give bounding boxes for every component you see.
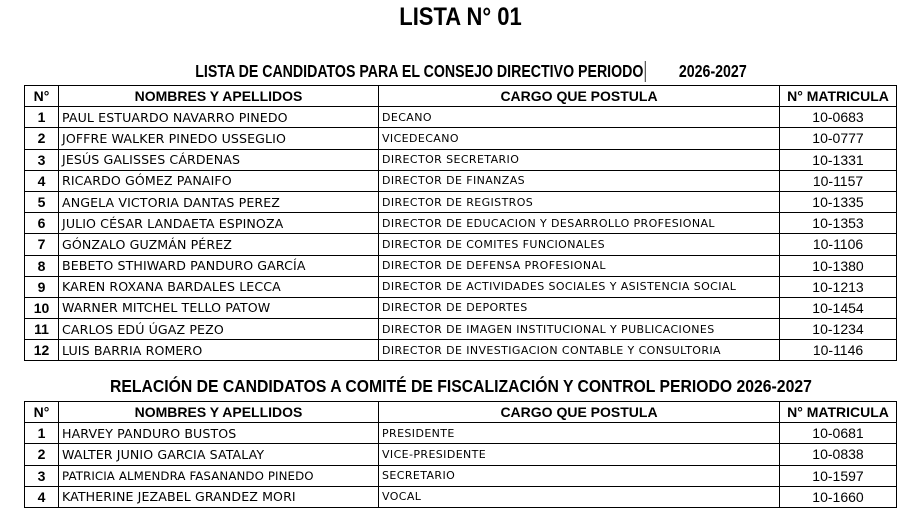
- table-row: [25, 149, 897, 170]
- header-matricula: N° MATRICULA: [780, 86, 897, 107]
- row-num: 9: [25, 276, 59, 297]
- table-row: [25, 465, 897, 486]
- candidate-role: SECRETARIO: [379, 465, 780, 486]
- candidate-name: BEBETO STHIWARD PANDURO GARCÍA: [59, 255, 379, 276]
- candidate-matricula: 10-0681: [780, 423, 897, 444]
- candidate-name: HARVEY PANDURO BUSTOS: [59, 423, 379, 444]
- candidate-matricula: 10-1353: [780, 213, 897, 234]
- oversight-committee-table: [24, 401, 897, 508]
- table-header-row: [25, 86, 897, 107]
- candidate-matricula: 10-1597: [780, 465, 897, 486]
- table-row: [25, 107, 897, 128]
- candidate-name: JULIO CÉSAR LANDAETA ESPINOZA: [59, 213, 379, 234]
- candidate-role: DIRECTOR SECRETARIO: [379, 149, 780, 170]
- header-name: NOMBRES Y APELLIDOS: [59, 402, 379, 423]
- table-row: [25, 423, 897, 444]
- table-row: [25, 486, 897, 507]
- table-row: [25, 234, 897, 255]
- candidate-role: DIRECTOR DE ACTIVIDADES SOCIALES Y ASISTENCIA SOCIAL: [379, 276, 780, 297]
- section1-heading: [0, 61, 921, 82]
- candidate-matricula: 10-1331: [780, 149, 897, 170]
- row-num: 5: [25, 191, 59, 212]
- candidate-name: RICARDO GÓMEZ PANAIFO: [59, 170, 379, 191]
- row-num: 2: [25, 444, 59, 465]
- candidate-name: ANGELA VICTORIA DANTAS PEREZ: [59, 191, 379, 212]
- table-row: [25, 297, 897, 318]
- table-row: [25, 319, 897, 340]
- section1-heading-period: 2026-2027: [679, 61, 747, 81]
- candidate-role: VICEDECANO: [379, 128, 780, 149]
- header-num: N°: [25, 86, 59, 107]
- header-num: N°: [25, 402, 59, 423]
- candidate-matricula: 10-1454: [780, 297, 897, 318]
- row-num: 4: [25, 486, 59, 507]
- candidate-role: DECANO: [379, 107, 780, 128]
- row-num: 6: [25, 213, 59, 234]
- candidate-matricula: 10-1213: [780, 276, 897, 297]
- candidate-name: JOFFRE WALKER PINEDO USSEGLIO: [59, 128, 379, 149]
- table-header-row: [25, 402, 897, 423]
- candidate-role: DIRECTOR DE COMITES FUNCIONALES: [379, 234, 780, 255]
- candidate-name: LUIS BARRIA ROMERO: [59, 340, 379, 361]
- candidate-role: DIRECTOR DE DEPORTES: [379, 297, 780, 318]
- candidate-name: WARNER MITCHEL TELLO PATOW: [59, 297, 379, 318]
- candidate-matricula: 10-1234: [780, 319, 897, 340]
- header-role: CARGO QUE POSTULA: [379, 402, 780, 423]
- candidate-name: CARLOS EDÚ ÚGAZ PEZO: [59, 319, 379, 340]
- table-row: [25, 444, 897, 465]
- candidate-role: DIRECTOR DE DEFENSA PROFESIONAL: [379, 255, 780, 276]
- candidate-name: KAREN ROXANA BARDALES LECCA: [59, 276, 379, 297]
- row-num: 7: [25, 234, 59, 255]
- row-num: 2: [25, 128, 59, 149]
- section2-heading: [0, 376, 921, 397]
- candidate-matricula: 10-0838: [780, 444, 897, 465]
- candidate-role: VICE-PRESIDENTE: [379, 444, 780, 465]
- candidate-matricula: 10-1157: [780, 170, 897, 191]
- candidate-name: WALTER JUNIO GARCIA SATALAY: [59, 444, 379, 465]
- table-row: [25, 191, 897, 212]
- row-num: 10: [25, 297, 59, 318]
- candidate-matricula: 10-1660: [780, 486, 897, 507]
- candidate-role: VOCAL: [379, 486, 780, 507]
- candidate-role: PRESIDENTE: [379, 423, 780, 444]
- row-num: 1: [25, 423, 59, 444]
- candidate-name: KATHERINE JEZABEL GRANDEZ MORI: [59, 486, 379, 507]
- candidate-name: GÓNZALO GUZMÁN PÉREZ: [59, 234, 379, 255]
- candidate-role: DIRECTOR DE IMAGEN INSTITUCIONAL Y PUBLICACIONES: [379, 319, 780, 340]
- candidate-role: DIRECTOR DE EDUCACION Y DESARROLLO PROFESIONAL: [379, 213, 780, 234]
- row-num: 4: [25, 170, 59, 191]
- section2-heading-text: RELACIÓN DE CANDIDATOS A COMITÉ DE FISCALIZACIÓN Y CONTROL PERIODO 2026-2027: [109, 376, 812, 396]
- table-row: [25, 276, 897, 297]
- row-num: 11: [25, 319, 59, 340]
- candidate-role: DIRECTOR DE FINANZAS: [379, 170, 780, 191]
- candidate-name: PAUL ESTUARDO NAVARRO PINEDO: [59, 107, 379, 128]
- candidate-matricula: 10-1380: [780, 255, 897, 276]
- candidate-role: DIRECTOR DE REGISTROS: [379, 191, 780, 212]
- candidate-matricula: 10-0777: [780, 128, 897, 149]
- row-num: 3: [25, 149, 59, 170]
- table-row: [25, 255, 897, 276]
- table-row: [25, 128, 897, 149]
- header-name: NOMBRES Y APELLIDOS: [59, 86, 379, 107]
- section1-heading-text: LISTA DE CANDIDATOS PARA EL CONSEJO DIRECTIVO PERIODO: [195, 61, 646, 82]
- table-row: [25, 170, 897, 191]
- candidate-matricula: 10-0683: [780, 107, 897, 128]
- candidate-matricula: 10-1335: [780, 191, 897, 212]
- row-num: 8: [25, 255, 59, 276]
- row-num: 12: [25, 340, 59, 361]
- row-num: 3: [25, 465, 59, 486]
- directive-council-table: [24, 85, 897, 361]
- table-row: [25, 340, 897, 361]
- candidate-role: DIRECTOR DE INVESTIGACION CONTABLE Y CONSULTORIA: [379, 340, 780, 361]
- header-role: CARGO QUE POSTULA: [379, 86, 780, 107]
- candidate-name: JESÚS GALISSES CÁRDENAS: [59, 149, 379, 170]
- table-row: [25, 213, 897, 234]
- candidate-matricula: 10-1146: [780, 340, 897, 361]
- candidate-name: PATRICIA ALMENDRA FASANANDO PINEDO: [59, 465, 379, 486]
- header-matricula: N° MATRICULA: [780, 402, 897, 423]
- row-num: 1: [25, 107, 59, 128]
- page-title: LISTA N° 01: [399, 3, 522, 31]
- candidate-matricula: 10-1106: [780, 234, 897, 255]
